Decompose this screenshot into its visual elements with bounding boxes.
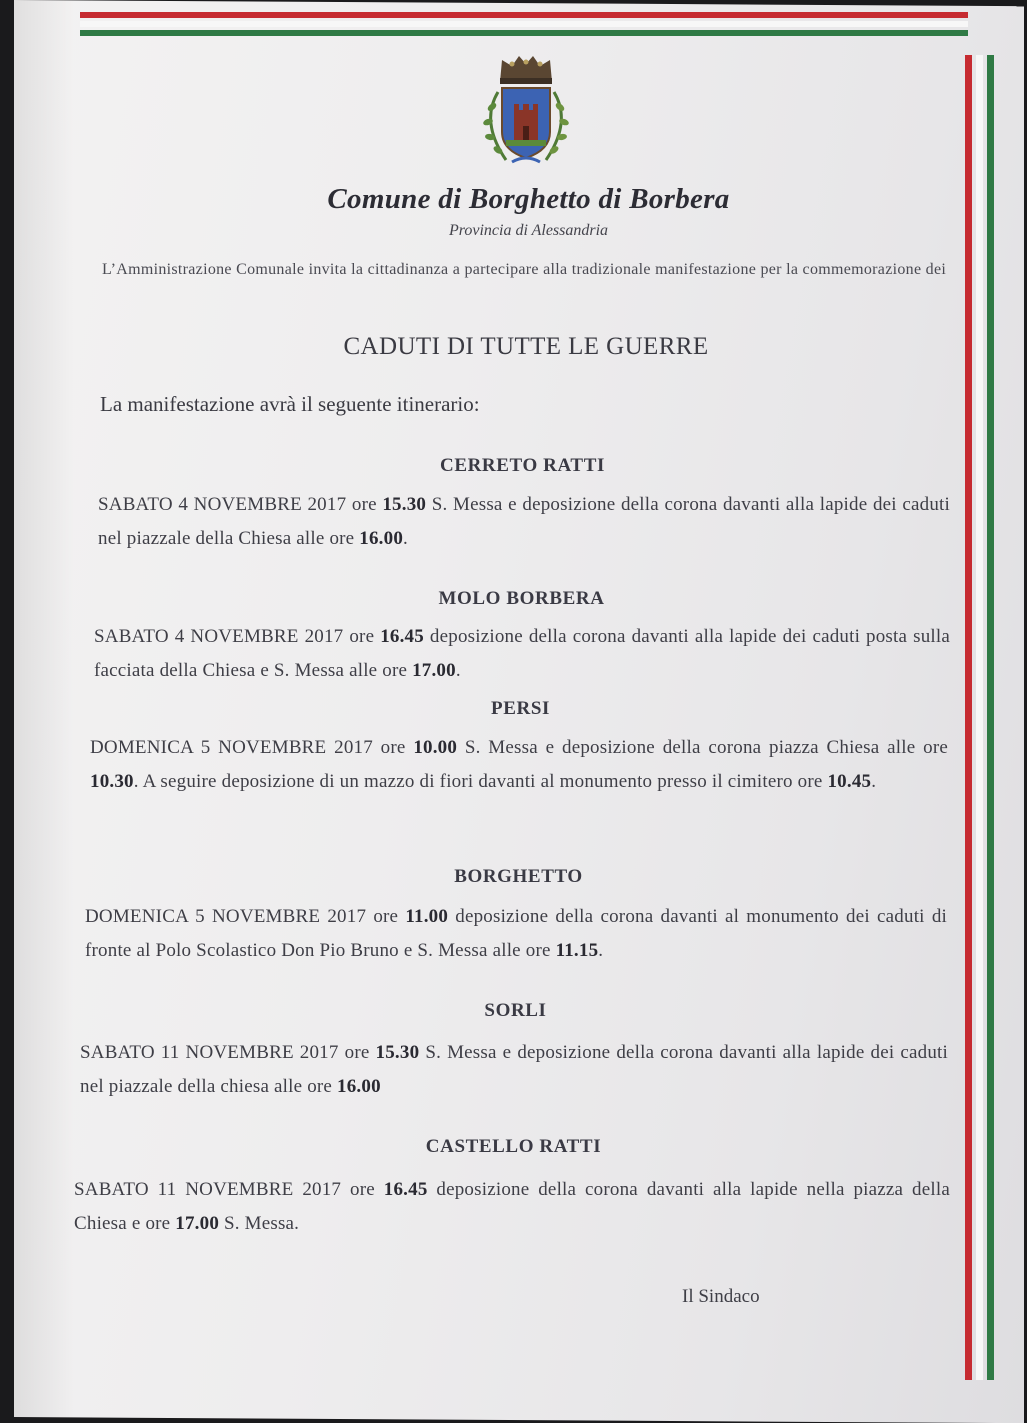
location-paragraph: SABATO 4 NOVEMBRE 2017 ore 15.30 S. Messa e deposizione della corona davanti alla lapide dei caduti nel piazzale della Chiesa alle ore 16.00. [98,494,950,549]
location-paragraph: SABATO 11 NOVEMBRE 2017 ore 16.45 deposizione della corona davanti alla lapide nella piazza della Chiesa e ore 17.00 S. Messa. [74,1179,950,1234]
location-title: CASTELLO RATTI [425,1136,602,1157]
location-title: MOLO BORBERA [438,588,605,609]
municipal-crest-icon [472,52,580,170]
location-paragraph: DOMENICA 5 NOVEMBRE 2017 ore 11.00 deposizione della corona davanti al monumento dei caduti di fronte al Polo Scolastico Don Pio Bruno e S. Messa alle ore 11.15. [85,906,947,961]
commemoration-headline: CADUTI DI TUTTE LE GUERRE [343,333,709,360]
province-subtitle: Provincia di Alessandria [448,222,609,239]
location-title: PERSI [491,698,550,719]
location-paragraph: DOMENICA 5 NOVEMBRE 2017 ore 10.00 S. Messa e deposizione della corona piazza Chiesa alle ore 10.30. A seguire deposizione di un mazzo di fiori davanti al monumento presso il cimitero ore 10.45. [90,737,949,792]
tricolore-top-border [80,12,968,46]
intro-paragraph: L’Amministrazione Comunale invita la cittadinanza a partecipare alla tradizionale manifestazione per la commemorazione dei [102,261,947,278]
itinerary-intro: La manifestazione avrà il seguente itinerario: [100,392,480,416]
municipality-title: Comune di Borghetto di Borbera [327,183,730,215]
mayor-signature: Il Sindaco [682,1286,760,1307]
location-paragraph: SABATO 4 NOVEMBRE 2017 ore 16.45 deposizione della corona davanti alla lapide dei caduti posta sulla facciata della Chiesa e S. Messa alle ore 17.00. [94,626,950,681]
location-paragraph: SABATO 11 NOVEMBRE 2017 ore 15.30 S. Messa e deposizione della corona davanti alla lapide dei caduti nel piazzale della chiesa alle ore 16.00 [80,1042,948,1097]
location-title: CERRETO RATTI [440,455,605,476]
location-title: BORGHETTO [454,866,583,887]
location-title: SORLI [484,1000,547,1021]
